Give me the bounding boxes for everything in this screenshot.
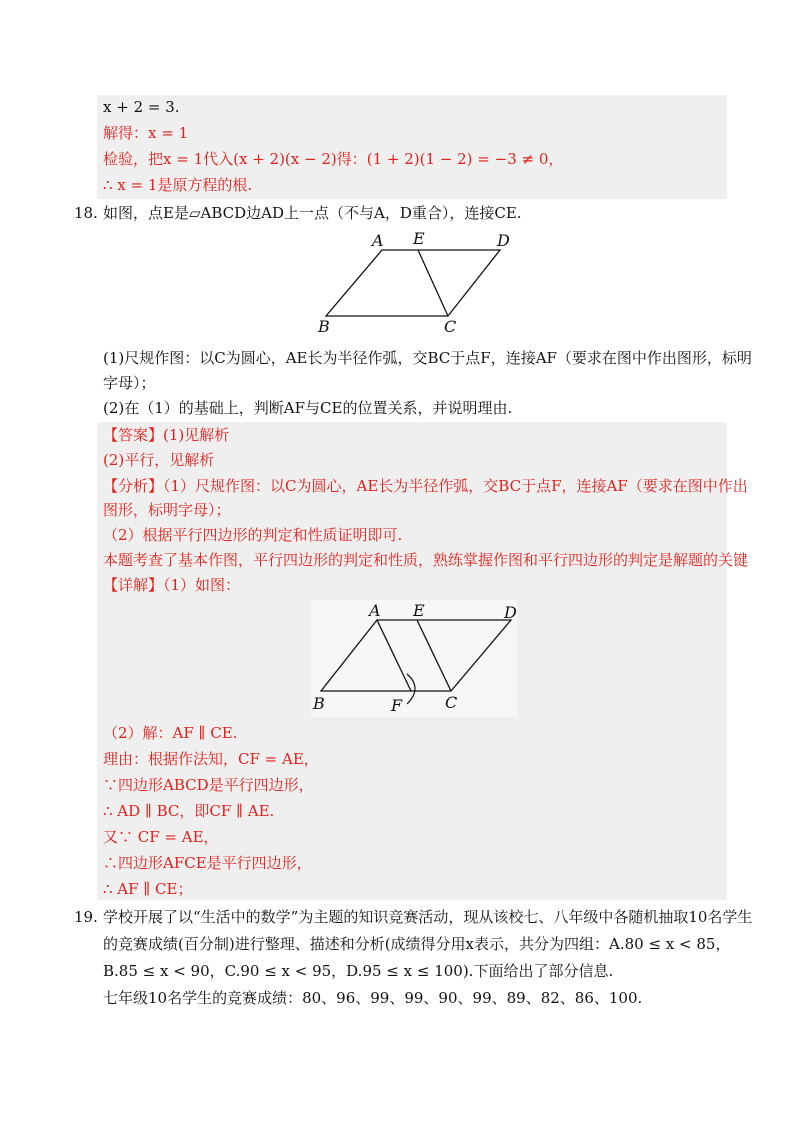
q18-detail-line8: ∴ AF ∥ CE；	[103, 880, 193, 898]
q19-number: 19.	[74, 908, 98, 926]
q18-answer-line2: (2)平行，见解析	[103, 451, 215, 469]
parallelogram-abcd	[326, 250, 500, 316]
q19-line1: 学校开展了以“生活中的数学”为主题的知识竞赛活动，现从该校七、八年级中各随机抽取10名学生	[103, 908, 753, 926]
label-b: B	[318, 317, 330, 336]
label-e: E	[413, 229, 425, 248]
q18-part1-line2: 字母）；	[103, 374, 156, 392]
parallelogram-figure-1	[310, 228, 530, 340]
q17-solution-line1: x + 2 = 3.	[103, 98, 180, 116]
label-e-2: E	[413, 601, 425, 620]
q17-solution-line2: 解得：x = 1	[103, 124, 189, 142]
q18-detail-line5: ∴ AD ∥ BC，即CF ∥ AE.	[103, 802, 275, 820]
q18-analysis-line3: （2）根据平行四边形的判定和性质证明即可.	[103, 526, 403, 544]
q18-detail-line3: 理由：根据作法知，CF = AE，	[103, 750, 319, 768]
label-b-2: B	[313, 694, 325, 713]
q18-number: 18.	[74, 204, 98, 222]
q19-line4: 七年级10名学生的竞赛成绩：80、96、99、99、90、99、89、82、86、100.	[103, 989, 643, 1007]
q18-part1-line1: (1)尺规作图：以C为圆心，AE长为半径作弧，交BC于点F，连接AF（要求在图中作出图形，标明	[103, 349, 752, 367]
construction-arc	[407, 674, 415, 704]
label-c: C	[444, 317, 457, 336]
q18-analysis-line1: 【分析】（1）尺规作图：以C为圆心，AE长为半径作弧，交BC于点F，连接AF（要求在图中作出	[103, 477, 748, 495]
q18-analysis-line4: 本题考查了基本作图，平行四边形的判定和性质，熟练掌握作图和平行四边形的判定是解题的关键	[103, 551, 749, 569]
label-d: D	[497, 231, 510, 250]
q18-stem: 如图，点E是▱ABCD边AD上一点（不与A，D重合），连接CE.	[103, 204, 522, 222]
label-a: A	[372, 231, 384, 250]
q17-solution-line3: 检验，把x = 1代入(x + 2)(x − 2)得：(1 + 2)(1 − 2) = −3 ≠ 0，	[103, 150, 564, 168]
q19-line3: B.85 ≤ x < 90，C.90 ≤ x < 95，D.95 ≤ x ≤ 100).下面给出了部分信息.	[103, 962, 614, 980]
q18-answer-line1: 【答案】(1)见解析	[103, 426, 230, 444]
q18-detail-line2: （2）解：AF ∥ CE.	[103, 724, 238, 742]
parallelogram-figure-2	[311, 600, 517, 717]
label-a-2: A	[369, 601, 381, 620]
q18-detail-line1: 【详解】（1）如图：	[103, 576, 241, 594]
segment-ce	[418, 250, 448, 316]
q18-detail-line4: ∵四边形ABCD是平行四边形，	[103, 776, 314, 794]
q17-solution-line4: ∴ x = 1是原方程的根.	[103, 176, 253, 194]
q18-analysis-line2: 图形，标明字母）；	[103, 501, 231, 519]
segment-af	[377, 620, 411, 691]
label-c-2: C	[445, 693, 458, 712]
label-d-2: D	[504, 603, 517, 622]
segment-ce-2	[417, 620, 451, 691]
q18-detail-line7: ∴四边形AFCE是平行四边形，	[103, 854, 312, 872]
parallelogram-abcd-2	[321, 620, 511, 691]
q19-line2: 的竞赛成绩(百分制)进行整理、描述和分析(成绩得分用x表示，共分为四组：A.80 ≤ x < 85，	[103, 935, 731, 953]
q18-part2: (2)在（1）的基础上，判断AF与CE的位置关系，并说明理由.	[103, 399, 513, 417]
q18-detail-line6: 又∵ CF = AE，	[103, 828, 219, 846]
label-f: F	[391, 696, 403, 715]
